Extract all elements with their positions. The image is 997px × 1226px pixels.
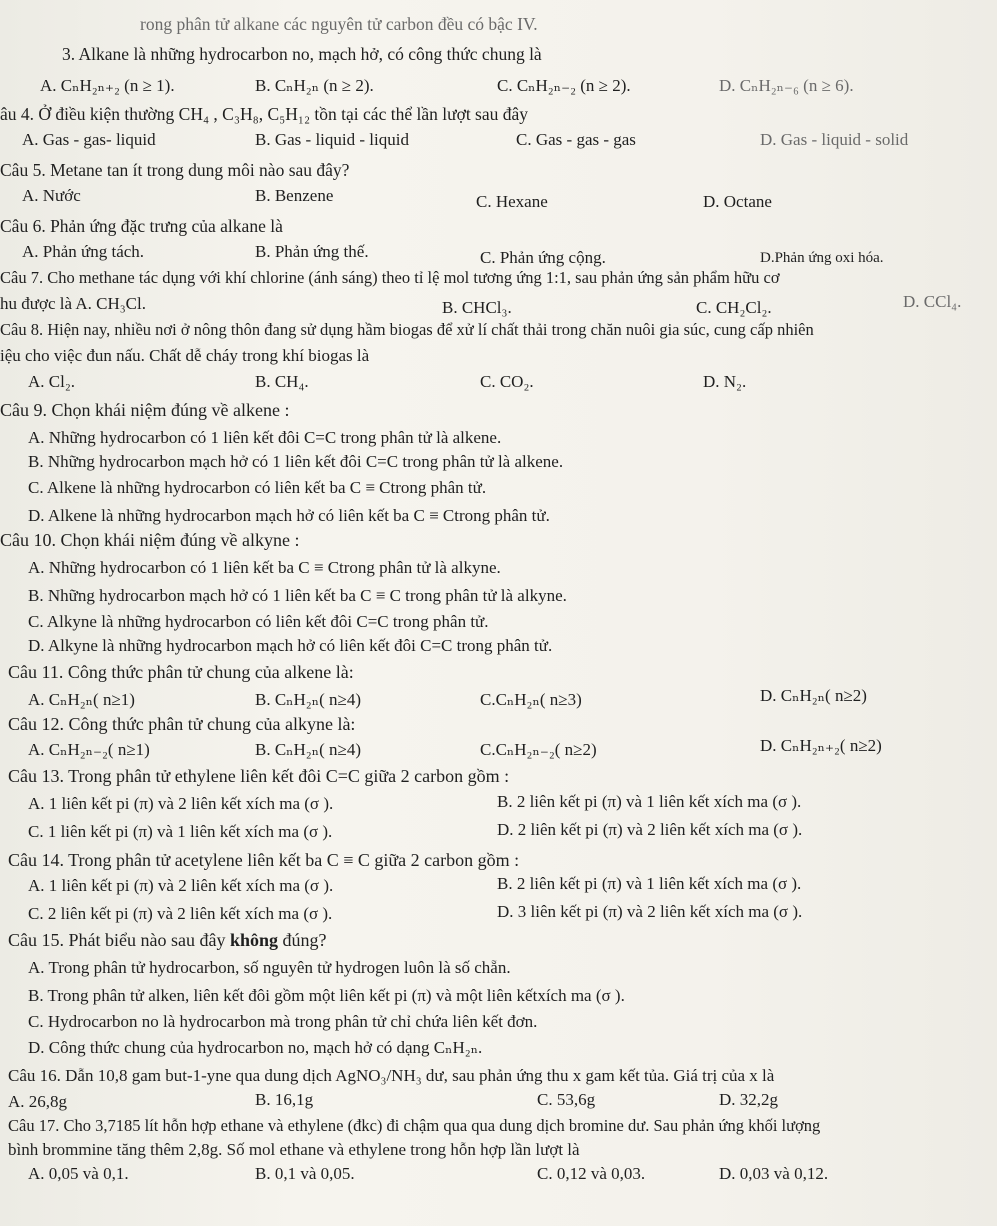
- q4-option-d: D. Gas - liquid - solid: [760, 130, 909, 149]
- q4-option-c: C. Gas - gas - gas: [516, 130, 636, 149]
- q14-option-a: A. 1 liên kết pi (π) và 2 liên kết xích ma (σ ).: [28, 876, 334, 895]
- q11-option-c: C.CₙH₂ₙ( n≥3): [480, 690, 582, 709]
- q10-option-a: A. Những hydrocarbon có 1 liên kết ba C ≡ Ctrong phân tử là alkyne.: [28, 558, 501, 577]
- q12-option-b: B. CₙH₂ₙ( n≥4): [255, 740, 361, 759]
- q15-suffix: đúng?: [278, 930, 327, 950]
- q3-option-c: C. CₙH₂ₙ₋₂ (n ≥ 2).: [497, 76, 631, 95]
- q4-option-a: A. Gas - gas- liquid: [22, 130, 156, 149]
- q7-option-b: B. CHCl₃.: [442, 298, 512, 317]
- q6-option-b: B. Phản ứng thế.: [255, 242, 369, 261]
- q12-option-c: C.CₙH₂ₙ₋₂( n≥2): [480, 740, 597, 759]
- q4-option-b: B. Gas - liquid - liquid: [255, 130, 409, 149]
- q3-option-a: A. CₙH₂ₙ₊₂ (n ≥ 1).: [40, 76, 175, 95]
- q15-option-c: C. Hydrocarbon no là hydrocarbon mà trong phân tử chỉ chứa liên kết đơn.: [28, 1012, 538, 1031]
- q3-option-d: D. CₙH₂ₙ₋₆ (n ≥ 6).: [719, 76, 854, 95]
- q9-option-a: A. Những hydrocarbon có 1 liên kết đôi C=C trong phân tử là alkene.: [28, 428, 502, 447]
- question-16: Câu 16. Dẫn 10,8 gam but-1-yne qua dung dịch AgNO₃/NH₃ dư, sau phản ứng thu x gam kết tủa. Giá trị của x là: [8, 1066, 775, 1085]
- question-3: 3. Alkane là những hydrocarbon no, mạch hở, có công thức chung là: [62, 44, 542, 64]
- q10-option-b: B. Những hydrocarbon mạch hở có 1 liên kết ba C ≡ C trong phân tử là alkyne.: [28, 586, 567, 605]
- q17-option-d: D. 0,03 và 0,12.: [719, 1164, 829, 1183]
- q8-option-c: C. CO₂.: [480, 372, 534, 391]
- question-11: Câu 11. Công thức phân tử chung của alkene là:: [8, 662, 354, 682]
- q13-option-b: B. 2 liên kết pi (π) và 1 liên kết xích ma (σ ).: [497, 792, 802, 811]
- q8-line-2: iệu cho việc đun nấu. Chất dễ cháy trong khí biogas là: [0, 346, 370, 365]
- q12-option-a: A. CₙH₂ₙ₋₂( n≥1): [28, 740, 150, 759]
- question-12: Câu 12. Công thức phân tử chung của alkyne là:: [8, 714, 356, 734]
- q11-option-d: D. CₙH₂ₙ( n≥2): [760, 686, 867, 705]
- q8-option-d: D. N₂.: [703, 372, 747, 391]
- q15-option-b: B. Trong phân tử alken, liên kết đôi gồm một liên kết pi (π) và một liên kếtxích ma (σ ).: [28, 986, 625, 1005]
- question-6: Câu 6. Phản ứng đặc trưng của alkane là: [0, 216, 283, 236]
- q16-option-c: C. 53,6g: [537, 1090, 596, 1109]
- q16-option-d: D. 32,2g: [719, 1090, 779, 1109]
- q14-option-c: C. 2 liên kết pi (π) và 2 liên kết xích ma (σ ).: [28, 904, 333, 923]
- q8-option-a: A. Cl₂.: [28, 372, 76, 391]
- q8-option-b: B. CH₄.: [255, 372, 309, 391]
- q3-option-b: B. CₙH₂ₙ (n ≥ 2).: [255, 76, 374, 95]
- question-8: Câu 8. Hiện nay, nhiều nơi ở nông thôn đang sử dụng hầm biogas để xử lí chất thải trong chăn nuôi gia súc, cung cấp nhiên: [0, 320, 814, 339]
- q11-option-a: A. CₙH₂ₙ( n≥1): [28, 690, 135, 709]
- q17-option-b: B. 0,1 và 0,05.: [255, 1164, 355, 1183]
- q9-option-c: C. Alkene là những hydrocarbon có liên kết ba C ≡ Ctrong phân tử.: [28, 478, 487, 497]
- question-17: Câu 17. Cho 3,7185 lít hỗn hợp ethane và ethylene (đkc) đi chậm qua qua dung dịch bromine dư. Sau phản ứng khối lượng: [8, 1116, 821, 1135]
- q5-option-d: D. Octane: [703, 192, 772, 211]
- q10-option-d: D. Alkyne là những hydrocarbon mạch hở có liên kết đôi C=C trong phân tử.: [28, 636, 553, 655]
- question-13: Câu 13. Trong phân tử ethylene liên kết đôi C=C giữa 2 carbon gồm :: [8, 766, 510, 786]
- q7-line-2-option-a: hu được là A. CH₃Cl.: [0, 294, 146, 313]
- q14-option-d: D. 3 liên kết pi (π) và 2 liên kết xích ma (σ ).: [497, 902, 803, 921]
- intro-line: rong phân tử alkane các nguyên tử carbon đều có bậc IV.: [140, 14, 538, 34]
- q6-option-a: A. Phản ứng tách.: [22, 242, 145, 261]
- question-14: Câu 14. Trong phân tử acetylene liên kết ba C ≡ C giữa 2 carbon gồm :: [8, 850, 520, 870]
- q12-option-d: D. CₙH₂ₙ₊₂( n≥2): [760, 736, 882, 755]
- question-9: Câu 9. Chọn khái niệm đúng về alkene :: [0, 400, 290, 420]
- q10-option-c: C. Alkyne là những hydrocarbon có liên kết đôi C=C trong phân tử.: [28, 612, 489, 631]
- q17-option-a: A. 0,05 và 0,1.: [28, 1164, 129, 1183]
- q9-option-b: B. Những hydrocarbon mạch hở có 1 liên kết đôi C=C trong phân tử là alkene.: [28, 452, 564, 471]
- q15-emphasis: không: [229, 930, 279, 950]
- q15-prefix: Câu 15. Phát biểu nào sau đây: [8, 930, 230, 950]
- question-15: [8, 930, 327, 950]
- question-5: Câu 5. Metane tan ít trong dung môi nào sau đây?: [0, 160, 350, 180]
- q14-option-b: B. 2 liên kết pi (π) và 1 liên kết xích ma (σ ).: [497, 874, 802, 893]
- q5-option-a: A. Nước: [22, 186, 81, 205]
- q13-option-a: A. 1 liên kết pi (π) và 2 liên kết xích ma (σ ).: [28, 794, 334, 813]
- q13-option-c: C. 1 liên kết pi (π) và 1 liên kết xích ma (σ ).: [28, 822, 333, 841]
- q6-option-c: C. Phản ứng cộng.: [480, 248, 606, 267]
- q7-option-c: C. CH₂Cl₂.: [696, 298, 772, 317]
- q16-option-a: A. 26,8g: [8, 1092, 68, 1111]
- q17-option-c: C. 0,12 và 0,03.: [537, 1164, 646, 1183]
- q7-option-d: D. CCl₄.: [903, 292, 962, 311]
- q6-option-d: D.Phản ứng oxi hóa.: [760, 250, 884, 266]
- q17-line-2: bình brommine tăng thêm 2,8g. Số mol ethane và ethylene trong hỗn hợp lần lượt là: [8, 1140, 580, 1159]
- q15-option-d: D. Công thức chung của hydrocarbon no, mạch hở có dạng CₙH₂ₙ.: [28, 1038, 483, 1057]
- q13-option-d: D. 2 liên kết pi (π) và 2 liên kết xích ma (σ ).: [497, 820, 803, 839]
- question-4: âu 4. Ở điều kiện thường CH₄ , C₃H₈, C₅H₁₂ tồn tại các thể lần lượt sau đây: [0, 104, 529, 124]
- question-7: Câu 7. Cho methane tác dụng với khí chlorine (ánh sáng) theo tỉ lệ mol tương ứng 1:1, sau phản ứng sản phẩm hữu cơ: [0, 268, 780, 287]
- q9-option-d: D. Alkene là những hydrocarbon mạch hở có liên kết ba C ≡ Ctrong phân tử.: [28, 506, 550, 525]
- q11-option-b: B. CₙH₂ₙ( n≥4): [255, 690, 361, 709]
- question-10: Câu 10. Chọn khái niệm đúng về alkyne :: [0, 530, 300, 550]
- q5-option-b: B. Benzene: [255, 186, 334, 205]
- q15-option-a: A. Trong phân tử hydrocarbon, số nguyên tử hydrogen luôn là số chẵn.: [28, 958, 511, 977]
- q16-option-b: B. 16,1g: [255, 1090, 314, 1109]
- q5-option-c: C. Hexane: [476, 192, 548, 211]
